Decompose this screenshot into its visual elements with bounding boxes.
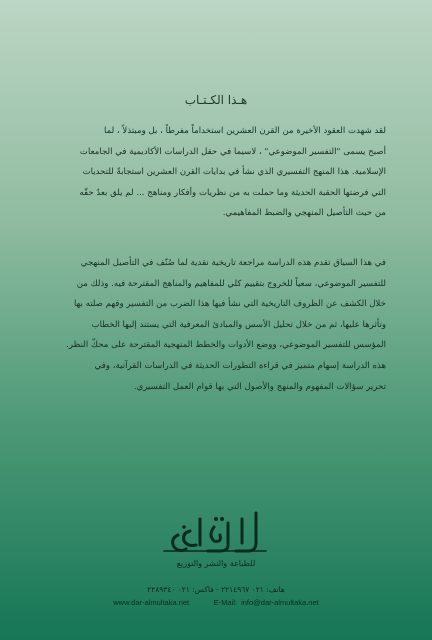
text-line: الإسلامية. هذا المنهج التفسيري الذي نشأ في بدايات القرن العشرين استجابةً للتحديات [82,167,386,178]
website-link[interactable]: www.dar-almultaka.net [113,598,190,607]
text-line: في هذا السياق تقدم هذه الدراسة مراجعة تاريخية نقدية لما صُنّف في التأصيل المنهجي [80,258,386,268]
text-line: أصبح يسمى "التفسير الموضوعي" ، لاسيما في حقل الدراسات الأكاديمية في الجامعات [79,146,386,157]
text-line: وتأثرها عليها، ثم من خلال تحليل الأسس والمبادئ المعرفية التي يستند إليها الخطاب [91,319,386,330]
text-line: تحرير سؤالات المفهوم والمنهج والأصول التي بها قوام العمل التفسيري. [133,381,386,392]
text-line: المؤسس للتفسير الموضوعي، ووضع الأدوات والخطط المنهجية المقترحة على محكّ النظر. [66,340,386,351]
text-line: من حيث التأصيل المنهجي والضبط المفاهيمي. [222,208,386,219]
description-paragraph-2 [48,253,386,397]
description-paragraph-1 [48,121,386,224]
web-email-line [0,598,432,607]
text-line: هذه الدراسة إسهام متميز في قراءة التطورات الحديثة في الدراسات القرآنية، وفي [94,360,386,371]
email-link[interactable]: E-Mail: info@dar-almultaka.net [213,598,319,607]
text-line: للتفسير الموضوعي، سعياً للخروج بتقييم كلي للمفاهيم والمناهج المقترحة فيه. وذلك من [76,278,386,289]
publisher-tagline: للطباعة والنشر والتوزيع [176,559,256,568]
publisher-logo-calligraphy [156,505,276,559]
text-line: لقد شهدت العقود الأخيرة من القرن العشرين استخداماً مفرطاً ، بل ومبتذلاً ، لما [103,126,386,136]
publisher-logo [150,505,282,573]
phone-fax: هاتف: ٠٢١ ٢٢١٤٩٦٧ - فاكس: ٠٢١ ٢٢٨٩٣٤٠ [147,585,285,594]
section-title: هـذا الكـتـاب [184,93,248,107]
text-line: خلال الكشف عن الظروف التاريخية التي نشأ فيها هذا الضرب من التفسير وفهم صلته بها [73,299,386,310]
text-line: التي فرضتها الحقبة الحديثة وما حملت به من نظريات وأفكار ومناهج ... لم يلق بعدُ حقّه [79,187,386,198]
publisher-contact [0,585,432,607]
